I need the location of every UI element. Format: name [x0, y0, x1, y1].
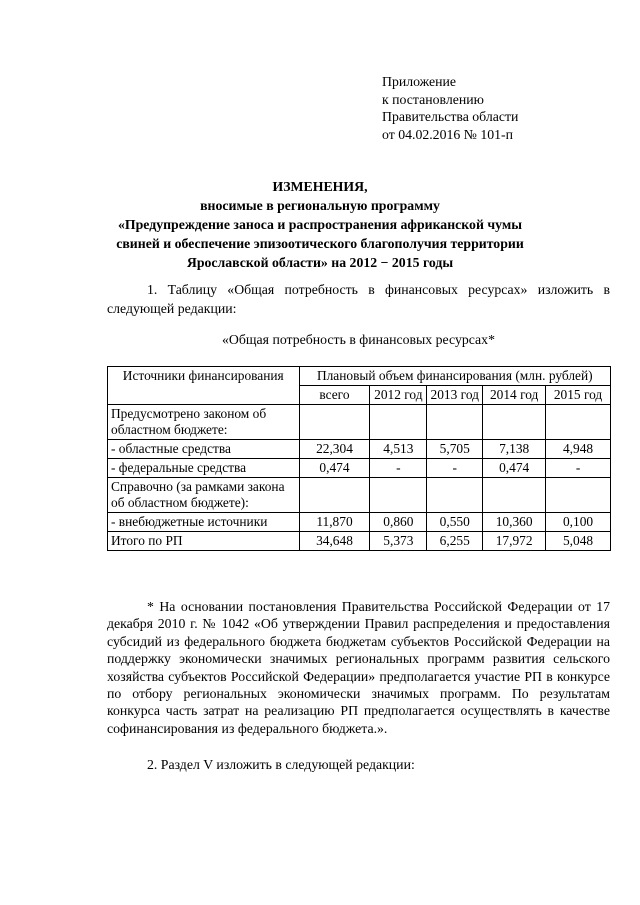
cell-2012: 4,513	[370, 440, 427, 459]
header-2012: 2012 год	[370, 386, 427, 405]
cell-total	[299, 478, 370, 513]
table-row	[108, 440, 611, 459]
appendix-block	[382, 73, 518, 143]
cell-2013: -	[427, 459, 483, 478]
row-label: Предусмотрено законом об областном бюджете:	[108, 405, 300, 440]
header-plan: Плановый объем финансирования (млн. рублей)	[299, 367, 610, 386]
cell-2015: -	[546, 459, 611, 478]
cell-2013: 6,255	[427, 532, 483, 551]
cell-total: 11,870	[299, 513, 370, 532]
financing-table	[107, 366, 611, 551]
header-source: Источники финансирования	[108, 367, 300, 405]
cell-2014: 17,972	[483, 532, 546, 551]
row-label: Справочно (за рамками закона об областном бюджете):	[108, 478, 300, 513]
row-label: - внебюджетные источники	[108, 513, 300, 532]
cell-2013: 0,550	[427, 513, 483, 532]
cell-2012: 0,860	[370, 513, 427, 532]
table-row	[108, 513, 611, 532]
cell-2014	[483, 405, 546, 440]
paragraph-2: 2. Раздел V изложить в следующей редакции:	[147, 757, 415, 772]
heading-title: ИЗМЕНЕНИЯ,	[272, 179, 368, 194]
cell-2015	[546, 478, 611, 513]
cell-2013	[427, 405, 483, 440]
cell-2015: 4,948	[546, 440, 611, 459]
table-row	[108, 405, 611, 440]
cell-2015: 5,048	[546, 532, 611, 551]
cell-2013: 5,705	[427, 440, 483, 459]
cell-2012: 5,373	[370, 532, 427, 551]
cell-total: 34,648	[299, 532, 370, 551]
cell-total: 22,304	[299, 440, 370, 459]
cell-2014	[483, 478, 546, 513]
header-total: всего	[299, 386, 370, 405]
table-row	[108, 478, 611, 513]
header-2013: 2013 год	[427, 386, 483, 405]
cell-2015: 0,100	[546, 513, 611, 532]
table-title: «Общая потребность в финансовых ресурсах*	[222, 332, 495, 347]
cell-2015	[546, 405, 611, 440]
appendix-line-3: Правительства области	[382, 109, 519, 124]
cell-2012: -	[370, 459, 427, 478]
row-label: Итого по РП	[108, 532, 300, 551]
cell-2014: 7,138	[483, 440, 546, 459]
table-header-row	[108, 367, 611, 386]
header-2014: 2014 год	[483, 386, 546, 405]
appendix-line-2: к постановлению	[382, 91, 484, 107]
cell-2013	[427, 478, 483, 513]
appendix-line-4: от 04.02.2016 № 101-п	[382, 126, 514, 142]
cell-2012	[370, 405, 427, 440]
cell-2014: 10,360	[483, 513, 546, 532]
heading-program-name: «Предупреждение заноса и распространения африканской чумы свиней и обеспечение эпизоотического благополучия территории Ярославской области» на 2012 − 2015 годы	[116, 217, 524, 270]
cell-2014: 0,474	[483, 459, 546, 478]
header-2015: 2015 год	[546, 386, 611, 405]
heading-line-2: вносимые в региональную программу	[200, 198, 440, 213]
table-row-total	[108, 532, 611, 551]
cell-total	[299, 405, 370, 440]
paragraph-1: 1. Таблицу «Общая потребность в финансовых ресурсах» изложить в следующей редакции:	[107, 282, 610, 316]
cell-total: 0,474	[299, 459, 370, 478]
appendix-line-1: Приложение	[382, 74, 457, 89]
table-row	[108, 459, 611, 478]
table-footnote: * На основании постановления Правительства Российской Федерации от 17 декабря 2010 г. № 1042 «Об утверждении Правил распределения и предоставления субсидий из федерального бюджета бюджетам субъектов Российской Федерации на поддержку экономически значимых региональных программ развития сельского хозяйства субъектов Российской Федерации» предполагается участие РП в конкурсе по отбору региональных экономически значимых программ. По результатам конкурса часть затрат на реализацию РП предполагается осуществлять в качестве софинансирования из федерального бюджета.».	[107, 599, 610, 736]
cell-2012	[370, 478, 427, 513]
row-label: - федеральные средства	[108, 459, 300, 478]
row-label: - областные средства	[108, 440, 300, 459]
document-heading	[104, 177, 536, 272]
